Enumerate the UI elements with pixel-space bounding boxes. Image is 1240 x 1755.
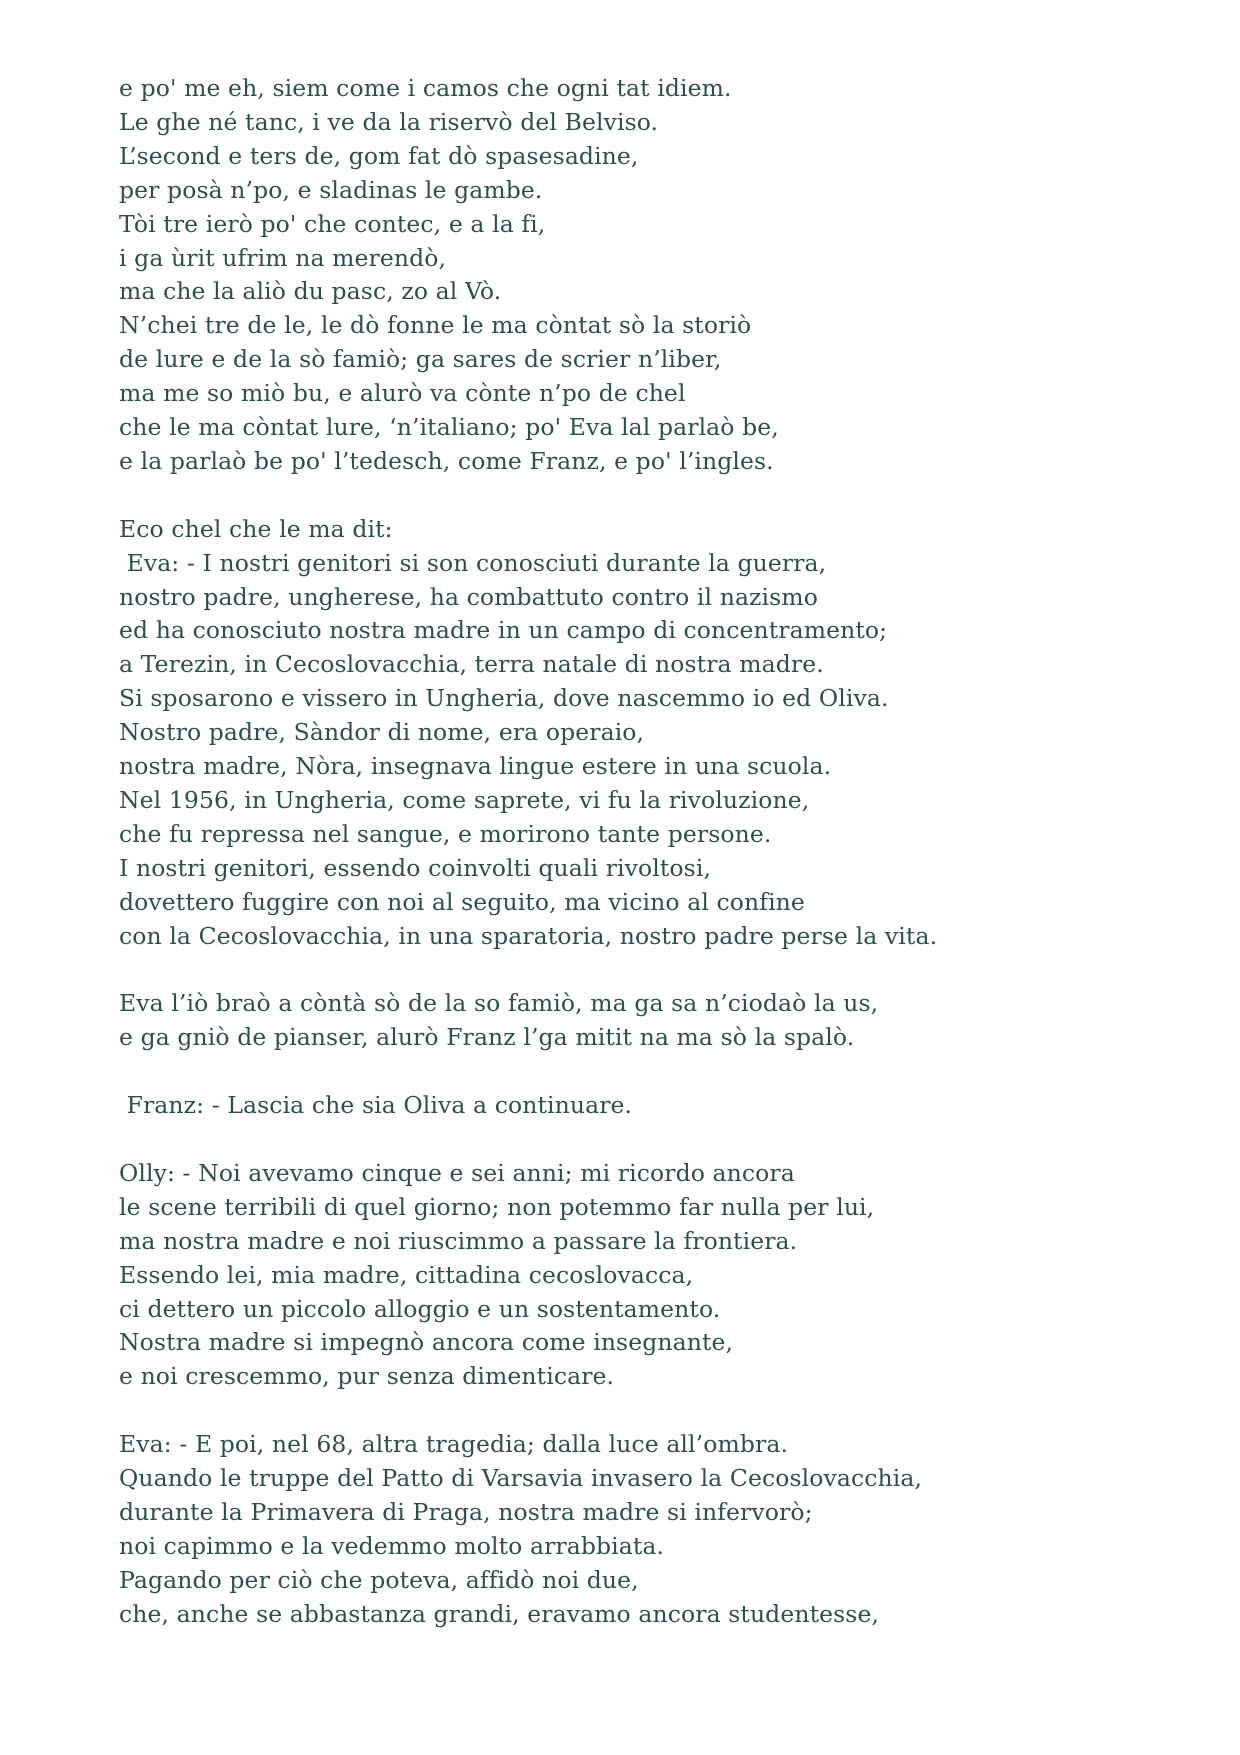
text-line: Franz: - Lascia che sia Oliva a continuare. [119,1091,633,1120]
text-line: Quando le truppe del Patto di Varsavia invasero la Cecoslovacchia, [119,1464,923,1493]
text-line: i ga ùrit ufrim na merendò, [119,243,447,272]
text-line: ma me so miò bu, e alurò va cònte n’po de chel [119,379,686,408]
text-line: Nel 1956, in Ungheria, come saprete, vi fu la rivoluzione, [119,786,810,815]
text-line: L’second e ters de, gom fat dò spasesadine, [119,141,639,170]
text-line: per posà n’po, e sladinas le gambe. [119,175,543,204]
stanza [119,1157,1199,1394]
text-line: Olly: - Noi avevamo cinque e sei anni; mi ricordo ancora [119,1158,795,1187]
text-line: che, anche se abbastanza grandi, eravamo ancora studentesse, [119,1599,880,1628]
text-line: Nostro padre, Sàndor di nome, era operaio, [119,718,645,747]
stanza [119,987,1199,1055]
text-line: Essendo lei, mia madre, cittadina cecoslovacca, [119,1260,694,1289]
text-line: nostra madre, Nòra, insegnava lingue estere in una scuola. [119,752,832,781]
text-line: Eva: - I nostri genitori si son conosciuti durante la guerra, [119,548,827,577]
text-line: Si sposarono e vissero in Ungheria, dove nascemmo io ed Oliva. [119,684,889,713]
text-line: le scene terribili di quel giorno; non potemmo far nulla per lui, [119,1192,875,1221]
text-line: e noi crescemmo, pur senza dimenticare. [119,1362,615,1391]
text-line: dovettero fuggire con noi al seguito, ma vicino al confine [119,887,805,916]
text-line: che le ma còntat lure, ‘n’italiano; po' Eva lal parlaò be, [119,413,779,442]
text-line: Eco chel che le ma dit: [119,514,393,543]
text-line: e po' me eh, siem come i camos che ogni tat idiem. [119,74,732,102]
text-line: noi capimmo e la vedemmo molto arrabbiata. [119,1531,665,1560]
text-line: ed ha conosciuto nostra madre in un campo di concentramento; [119,616,888,645]
text-line: Pagando per ciò che poteva, affidò noi due, [119,1565,639,1594]
text-line: Eva: - E poi, nel 68, altra tragedia; dalla luce all’ombra. [119,1430,789,1459]
text-line: con la Cecoslovacchia, in una sparatoria, nostro padre perse la vita. [119,921,938,950]
text-line: nostro padre, ungherese, ha combattuto contro il nazismo [119,582,818,611]
text-line: ma nostra madre e noi riuscimmo a passare la frontiera. [119,1226,798,1255]
document-page [119,72,1199,1632]
stanza [119,513,1199,954]
stanza [119,1089,1199,1123]
text-line: N’chei tre de le, le dò fonne le ma còntat sò la storiò [119,311,752,340]
text-line: I nostri genitori, essendo coinvolti quali rivoltosi, [119,853,712,882]
text-line: Nostra madre si impegnò ancora come insegnante, [119,1328,734,1357]
text-line: Eva l’iò braò a còntà sò de la so famiò, ma ga sa n’ciodaò la us, [119,989,879,1018]
text-line: ci dettero un piccolo alloggio e un sostentamento. [119,1294,721,1323]
text-line: e la parlaò be po' l’tedesch, come Franz, e po' l’ingles. [119,446,774,475]
text-line: ma che la aliò du pasc, zo al Vò. [119,277,502,306]
text-line: Tòi tre ierò po' che contec, e a la fi, [119,209,546,238]
text-line: a Terezin, in Cecoslovacchia, terra natale di nostra madre. [119,650,824,679]
stanza [119,72,1199,479]
text-line: che fu repressa nel sangue, e morirono tante persone. [119,819,772,848]
text-line: durante la Primavera di Praga, nostra madre si infervorò; [119,1497,813,1526]
text-line: e ga gniò de pianser, alurò Franz l’ga mitit na ma sò la spalò. [119,1023,855,1052]
text-line: Le ghe né tanc, i ve da la riservò del Belviso. [119,107,659,136]
text-line: de lure e de la sò famiò; ga sares de scrier n’liber, [119,345,722,374]
stanza [119,1428,1199,1631]
